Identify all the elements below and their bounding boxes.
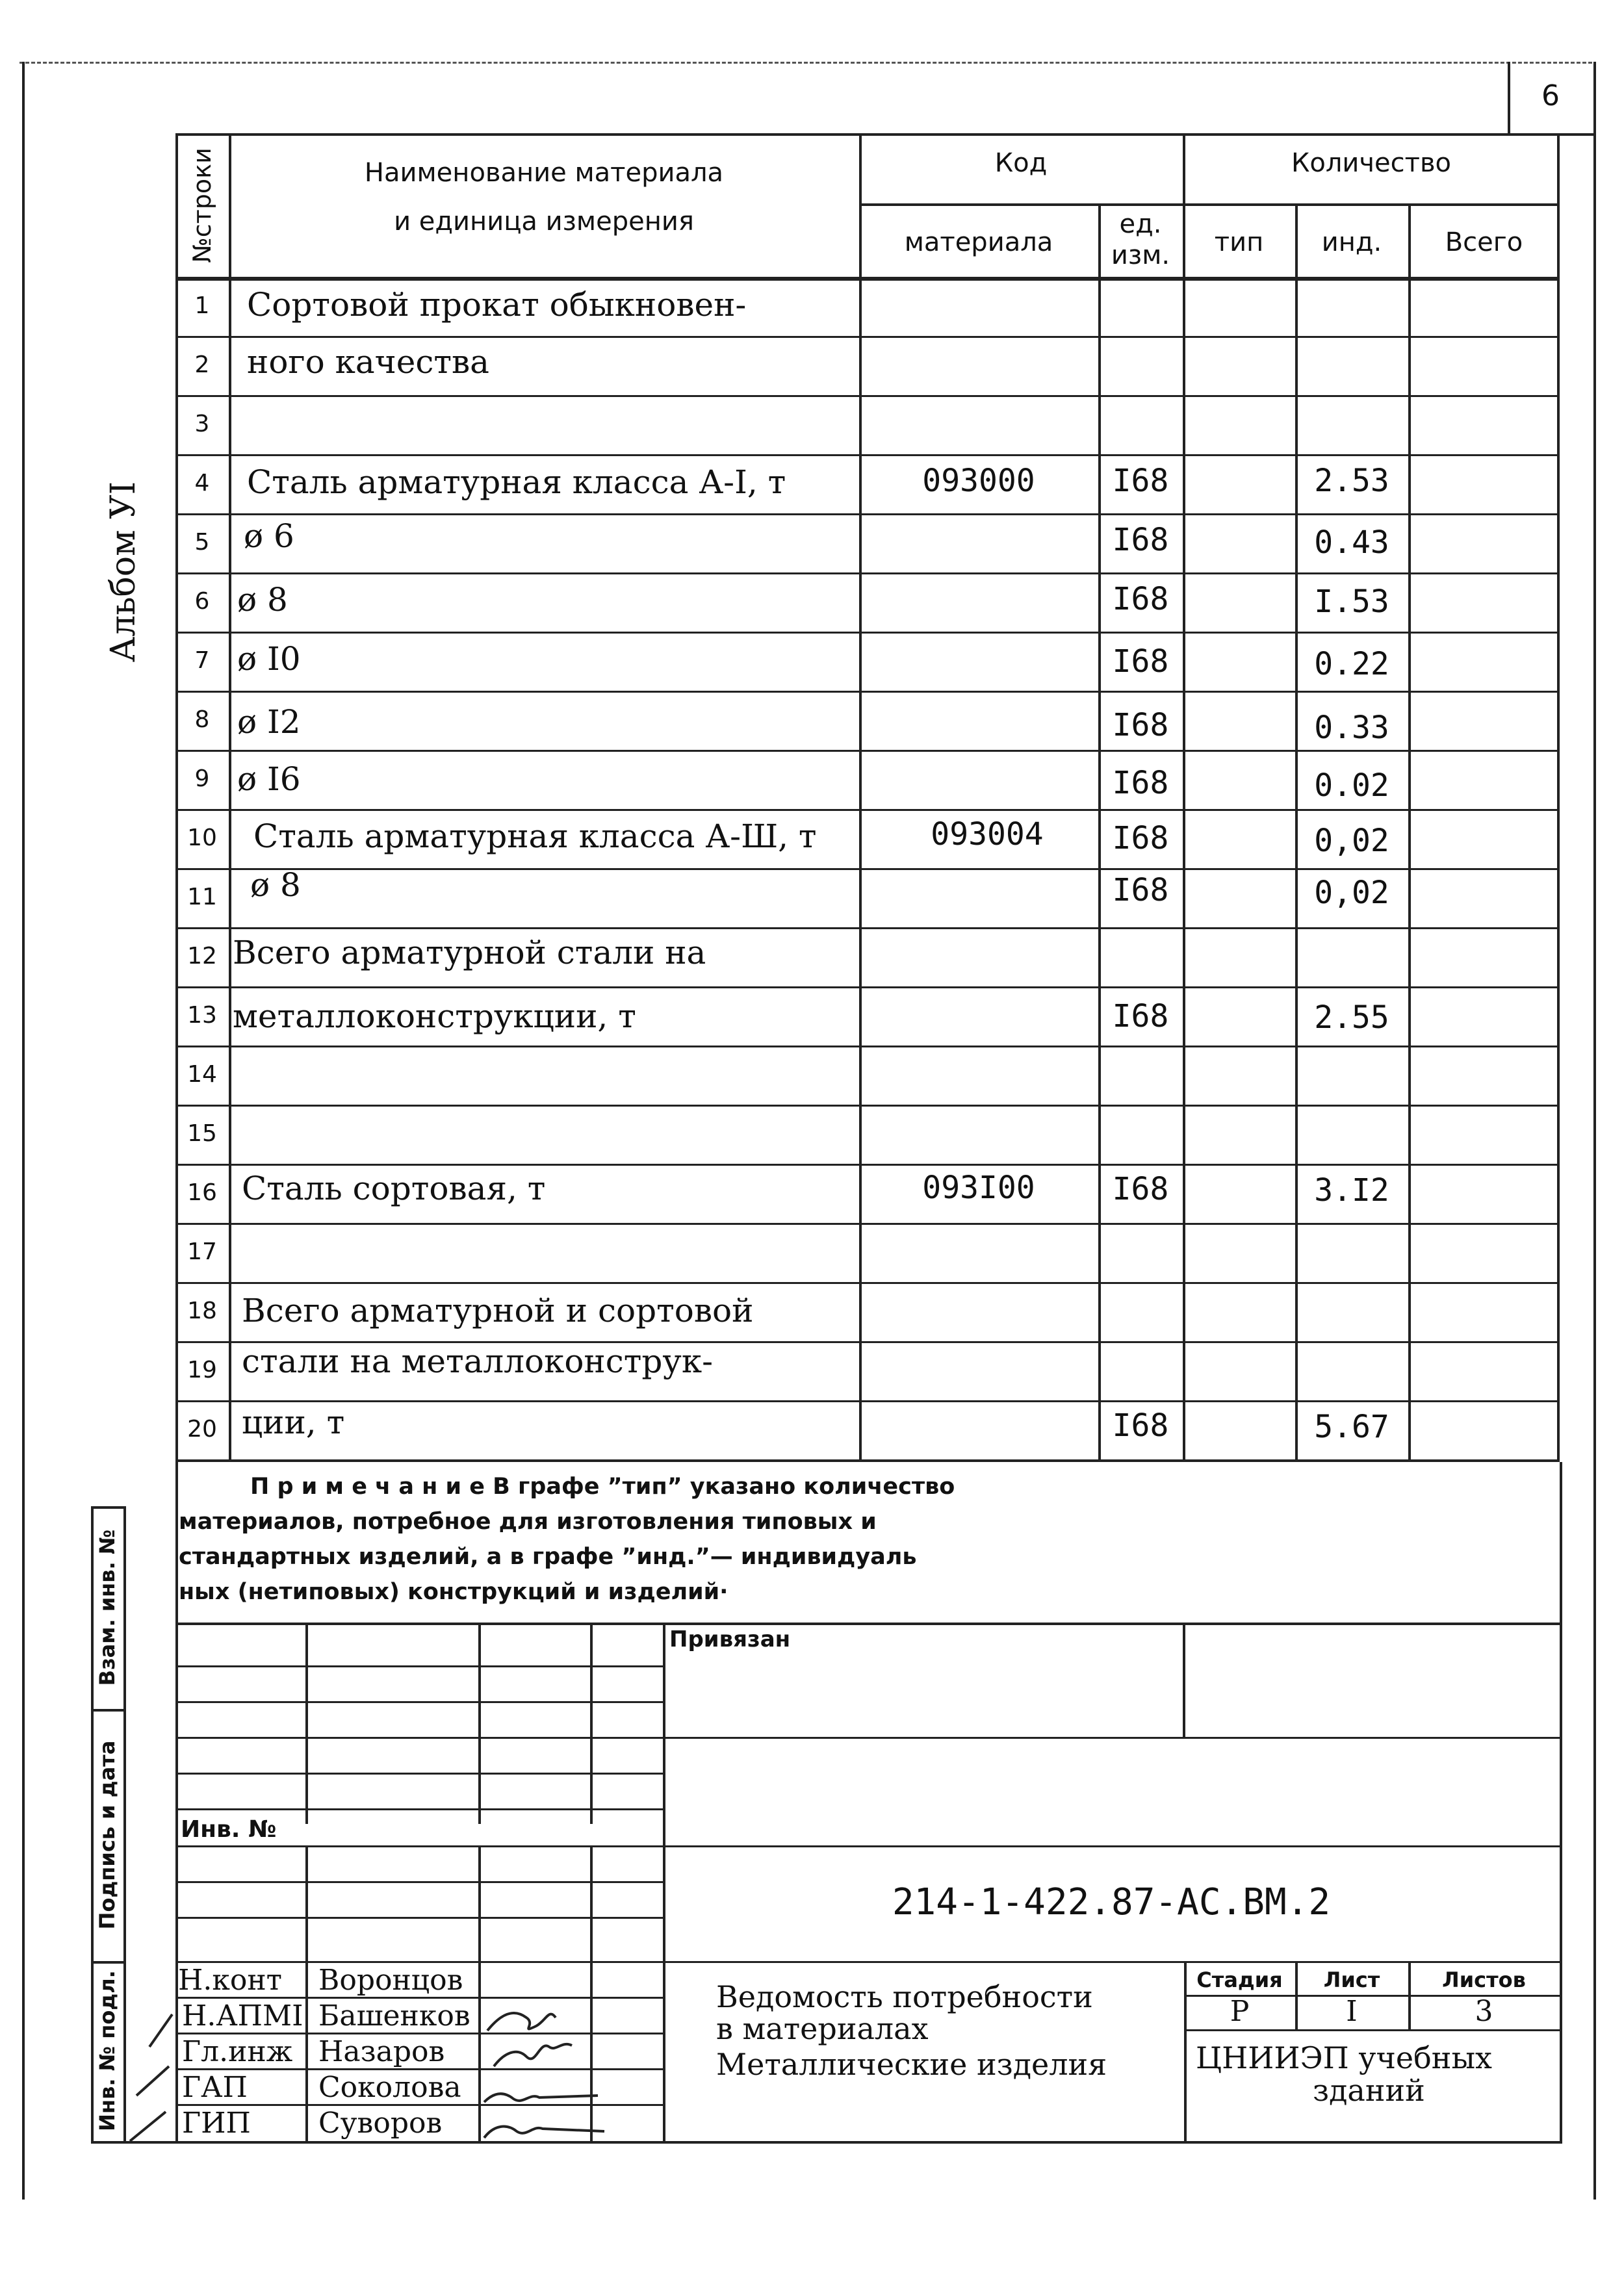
signer-name: Башенков <box>318 1999 470 2033</box>
col-line-unit <box>1183 133 1185 1462</box>
row-number: 2 <box>194 352 210 378</box>
stamp-grid-h <box>175 1845 1560 1847</box>
row-line <box>175 1223 1560 1225</box>
row-line <box>175 750 1560 752</box>
sheet-value: I <box>1346 1995 1358 2028</box>
header-code: Код <box>994 148 1048 178</box>
row-name: ø 6 <box>244 517 294 555</box>
row-name: металлоконструкции, т <box>233 997 636 1035</box>
row-number: 3 <box>194 411 210 437</box>
row-ind: 2.55 <box>1314 999 1389 1036</box>
row-number: 5 <box>194 529 210 556</box>
row-ind: 0.22 <box>1314 646 1389 682</box>
row-number: 11 <box>187 884 217 910</box>
row-number: 6 <box>194 588 210 615</box>
note-line-2: материалов, потребное для изготовления типовых и <box>179 1509 877 1535</box>
stamp-grid-h <box>175 1737 1560 1739</box>
row-number: 16 <box>187 1179 217 1206</box>
margin-strip-top <box>91 1506 123 1509</box>
row-code: 093000 <box>922 463 1035 499</box>
stamp-grid-h <box>175 1917 663 1919</box>
stamp-top-line <box>175 1623 1560 1625</box>
sheet-label: Лист <box>1323 1968 1380 1992</box>
note-line-4: ных (нетиповых) конструкций и изделий· <box>179 1579 728 1605</box>
row-line <box>175 632 1560 634</box>
sheets-value: 3 <box>1475 1995 1493 2028</box>
row-ind: 0.33 <box>1314 710 1389 746</box>
signer-role: Н.конт <box>178 1964 283 1997</box>
row-line <box>175 868 1560 870</box>
row-name: ø 8 <box>237 581 288 619</box>
left-border <box>22 62 25 2200</box>
row-ind: 0,02 <box>1314 875 1389 911</box>
row-line <box>175 1105 1560 1107</box>
stamp-grid-v2 <box>478 1623 481 1824</box>
row-unit: I68 <box>1112 581 1169 617</box>
stage-value: Р <box>1230 1995 1250 2028</box>
document-code: 214-1-422.87-АС.ВМ.2 <box>892 1881 1331 1923</box>
stamp-grid-v1 <box>305 1623 308 1824</box>
row-number: 20 <box>187 1416 217 1443</box>
header-row-no: №строки <box>188 148 216 263</box>
stamp-grid-h <box>175 1701 663 1703</box>
row-line <box>175 986 1560 988</box>
row-unit: I68 <box>1112 707 1169 743</box>
row-number: 9 <box>194 765 210 792</box>
row-line <box>175 691 1560 693</box>
signer-role: Гл.инж <box>182 2035 293 2068</box>
inv-no-label: Инв. № <box>181 1816 277 1843</box>
row-number: 19 <box>187 1357 217 1383</box>
row-number: 4 <box>194 470 210 496</box>
row-name: Сортовой прокат обыкновен- <box>247 286 747 324</box>
attached-label: Привязан <box>669 1626 791 1652</box>
stamp-grid-v3 <box>590 1623 593 1824</box>
row-line <box>175 1282 1560 1284</box>
signer-name: Соколова <box>318 2071 461 2104</box>
row-unit: I68 <box>1112 1407 1169 1444</box>
signer-role: ГАП <box>182 2071 248 2104</box>
doc-title-line1: Ведомость потребности <box>716 1979 1093 2014</box>
row-name: ного качества <box>247 343 489 381</box>
row-name: ø I0 <box>237 640 301 678</box>
row-ind: 3.I2 <box>1314 1172 1389 1209</box>
row-ind: 0,02 <box>1314 823 1389 859</box>
row-line <box>175 572 1560 574</box>
stamp-grid-h <box>175 1881 663 1883</box>
note-right-line <box>1560 1462 1562 2141</box>
signer-name: Воронцов <box>318 1964 463 1997</box>
row-name: Всего арматурной и сортовой <box>242 1292 754 1329</box>
stamp-grid-h <box>175 1665 663 1667</box>
margin-strip-div1 <box>91 1709 123 1712</box>
row-line <box>175 1400 1560 1402</box>
row-line <box>175 454 1560 456</box>
note-line-3: стандартных изделий, а в графе ”инд.”— индивидуаль <box>179 1544 917 1570</box>
signer-name: Суворов <box>318 2107 443 2140</box>
row-line <box>175 809 1560 811</box>
page-number: 6 <box>1541 79 1560 112</box>
header-code-material: материала <box>904 227 1053 257</box>
stamp-grid-h <box>175 1773 663 1775</box>
row-number: 15 <box>187 1120 217 1147</box>
row-number: 10 <box>187 825 217 851</box>
header-bottom-line <box>175 277 1560 281</box>
row-line <box>175 513 1560 515</box>
stamp-grid-h <box>175 1961 1560 1963</box>
stamp-grid-h <box>175 1808 663 1810</box>
row-code: 093004 <box>931 816 1044 853</box>
row-unit: I68 <box>1112 643 1169 680</box>
stage-label: Стадия <box>1196 1968 1283 1992</box>
margin-strokes <box>123 2001 182 2144</box>
row-unit: I68 <box>1112 872 1169 908</box>
header-name-line2: и единица измерения <box>394 207 694 237</box>
sheets-label: Листов <box>1442 1968 1526 1992</box>
header-mid-line <box>859 203 1560 206</box>
row-name: Сталь арматурная класса А-I, т <box>247 463 786 501</box>
row-unit: I68 <box>1112 998 1169 1034</box>
album-label: Альбом УI <box>104 481 143 663</box>
header-qty-type: тип <box>1214 227 1264 257</box>
row-unit: I68 <box>1112 463 1169 499</box>
margin-sign-date: Подпись и дата <box>95 1740 120 1930</box>
row-number: 14 <box>187 1061 217 1088</box>
right-border <box>1593 62 1596 2200</box>
row-ind: I.53 <box>1314 584 1389 620</box>
row-unit: I68 <box>1112 765 1169 801</box>
row-line <box>175 336 1560 338</box>
row-name: ции, т <box>242 1404 345 1441</box>
margin-strip-right <box>123 1506 126 2141</box>
row-unit: I68 <box>1112 1171 1169 1207</box>
col-line-rowno <box>229 133 231 1462</box>
row-line <box>175 927 1560 929</box>
row-line <box>175 1046 1560 1047</box>
col-line-ind <box>1408 203 1411 1462</box>
col-line-name <box>859 133 862 1462</box>
header-qty-total: Всего <box>1445 227 1523 257</box>
row-number: 17 <box>187 1238 217 1265</box>
row-ind: 2.53 <box>1314 463 1389 499</box>
row-name: ø I6 <box>237 760 301 798</box>
row-number: 12 <box>187 943 217 969</box>
row-name: Сталь сортовая, т <box>242 1170 546 1207</box>
row-number: 7 <box>194 647 210 674</box>
row-number: 18 <box>187 1298 217 1324</box>
header-name-line1: Наименование материала <box>364 158 724 188</box>
row-line <box>175 1164 1560 1166</box>
top-border <box>19 62 1592 64</box>
doc-title-line3: Металлические изделия <box>716 2047 1107 2082</box>
signer-name: Назаров <box>318 2035 445 2068</box>
header-code-unit-1: ед. <box>1119 209 1162 239</box>
stamp-grid-v1b <box>305 1845 308 2141</box>
row-ind: 0.02 <box>1314 767 1389 804</box>
org-line2: зданий <box>1313 2073 1425 2108</box>
row-number: 8 <box>194 706 210 733</box>
row-name: Сталь арматурная класса А-Ш, т <box>253 817 817 855</box>
margin-inv-podl: Инв. № подл. <box>95 1970 120 2131</box>
row-unit: I68 <box>1112 820 1169 856</box>
row-ind: 5.67 <box>1314 1409 1389 1445</box>
note-line-1: П р и м е ч а н и е В графе ”тип” указано количество <box>250 1474 955 1500</box>
stamp-bottom-line <box>91 2141 1562 2144</box>
row-number: 1 <box>194 292 210 319</box>
margin-vzam-inv: Взам. инв. № <box>95 1529 120 1686</box>
signer-role: ГИП <box>182 2107 251 2140</box>
header-quantity: Количество <box>1291 148 1451 178</box>
row-unit: I68 <box>1112 522 1169 558</box>
stage-value-line <box>1184 2029 1560 2031</box>
signatures-graphic <box>474 1969 669 2144</box>
row-number: 13 <box>187 1002 217 1029</box>
row-code: 093I00 <box>922 1170 1035 1206</box>
signer-role: Н.АПМI <box>182 1999 303 2033</box>
row-name: стали на металлоконструк- <box>242 1342 713 1380</box>
row-ind: 0.43 <box>1314 524 1389 561</box>
row-name: ø 8 <box>250 866 301 904</box>
row-name: ø I2 <box>237 703 301 741</box>
header-qty-ind: инд. <box>1321 227 1382 257</box>
row-name: Всего арматурной стали на <box>233 934 706 971</box>
attached-divider <box>1183 1623 1185 1737</box>
header-code-unit-2: изм. <box>1111 240 1170 270</box>
row-line <box>175 395 1560 397</box>
org-line1: ЦНИИЭП учебных <box>1196 2040 1493 2075</box>
doc-title-line2: в материалах <box>716 2011 929 2046</box>
